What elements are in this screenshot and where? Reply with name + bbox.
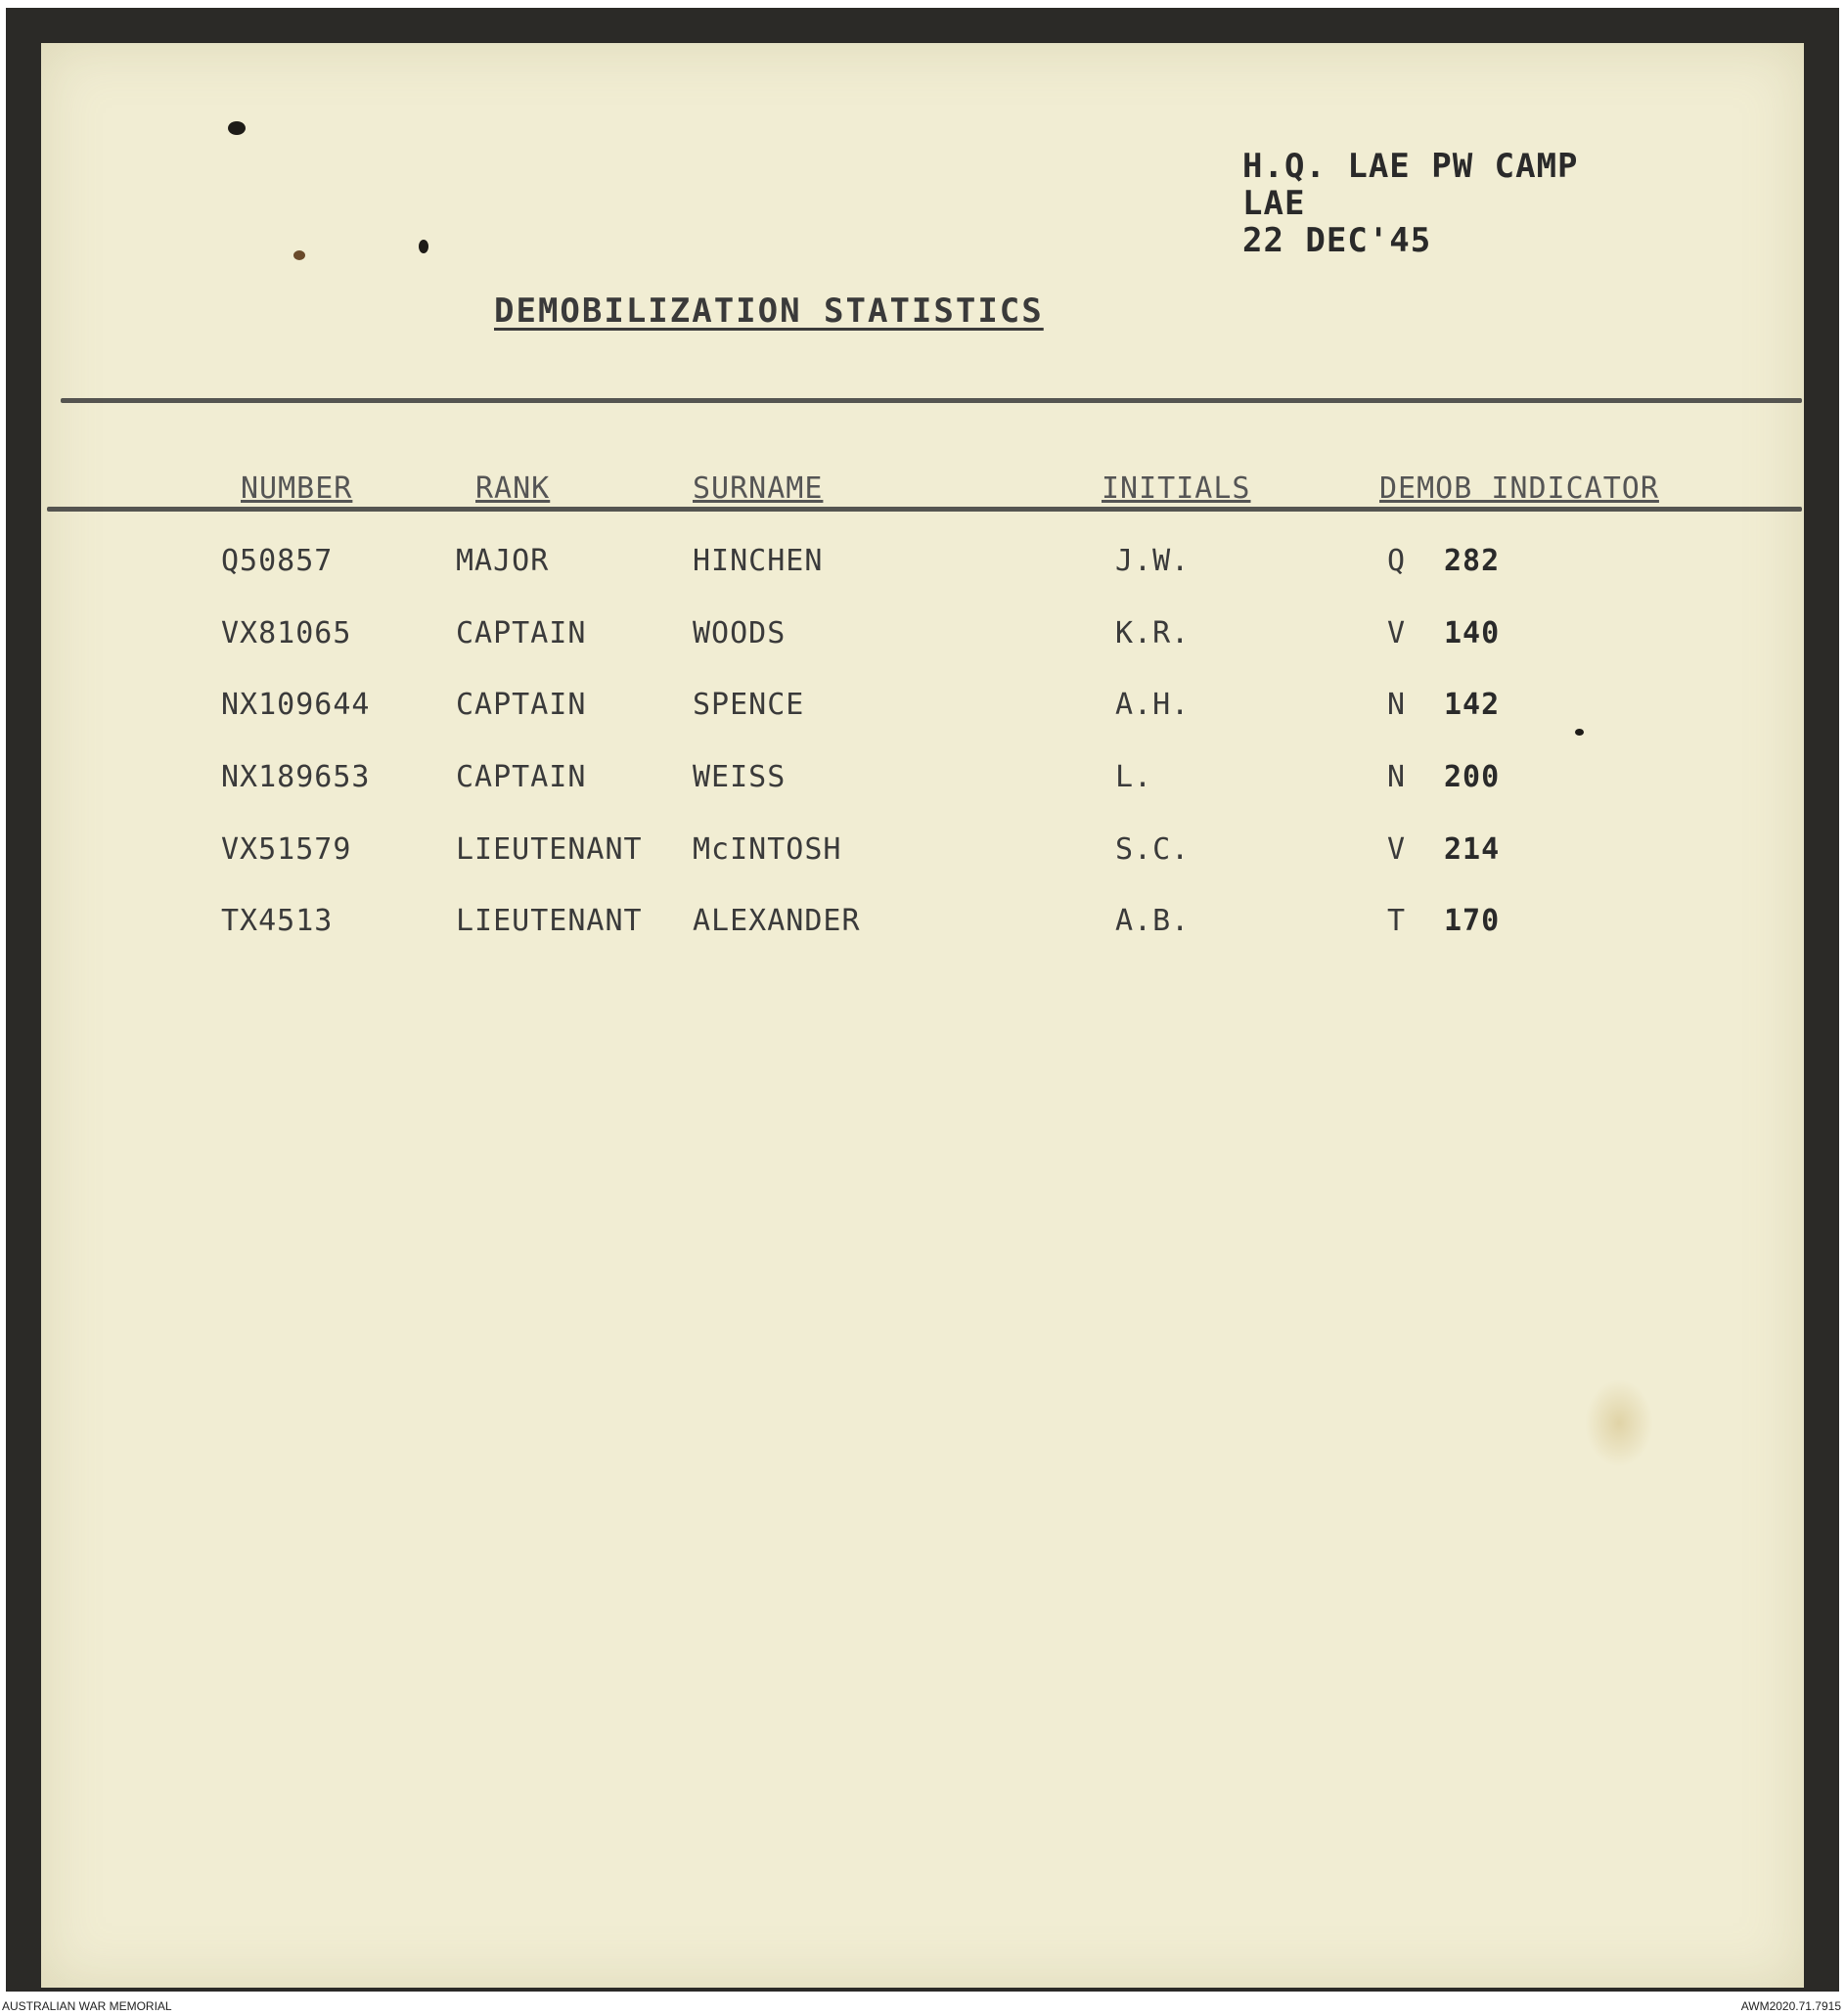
cell-demob-state: N [1387, 688, 1407, 722]
cell-surname: WEISS [693, 760, 787, 794]
column-header-rank: RANK [475, 471, 551, 506]
document-page [41, 43, 1804, 1988]
table-row [0, 688, 1845, 727]
table-row [0, 832, 1845, 872]
cell-initials: K.R. [1115, 616, 1191, 650]
table-row [0, 544, 1845, 583]
cell-demob-score: 200 [1444, 760, 1501, 794]
cell-demob-state: V [1387, 832, 1407, 867]
cell-rank: CAPTAIN [456, 688, 587, 722]
cell-demob-score: 170 [1444, 904, 1501, 938]
cell-surname: WOODS [693, 616, 787, 650]
cell-surname: ALEXANDER [693, 904, 861, 938]
footer-accession-number: AWM2020.71.7915 [1740, 1999, 1841, 2013]
ink-spot [419, 240, 428, 253]
table-row [0, 760, 1845, 799]
cell-number: NX109644 [221, 688, 371, 722]
cell-demob-score: 142 [1444, 688, 1501, 722]
column-header-initials: INITIALS [1102, 471, 1251, 506]
header-unit: H.Q. LAE PW CAMP [1242, 147, 1579, 186]
cell-surname: SPENCE [693, 688, 805, 722]
cell-initials: A.H. [1115, 688, 1191, 722]
cell-number: TX4513 [221, 904, 334, 938]
ink-spot [228, 121, 246, 135]
column-header-demob-indicator: DEMOB INDICATOR [1379, 471, 1659, 506]
cell-rank: LIEUTENANT [456, 832, 643, 867]
cell-demob-state: V [1387, 616, 1407, 650]
cell-number: VX51579 [221, 832, 352, 867]
cell-rank: MAJOR [456, 544, 550, 578]
cell-demob-state: Q [1387, 544, 1407, 578]
cell-number: Q50857 [221, 544, 334, 578]
footer-credit: AUSTRALIAN WAR MEMORIAL [2, 1999, 172, 2013]
cell-demob-state: T [1387, 904, 1407, 938]
cell-surname: McINTOSH [693, 832, 842, 867]
cell-rank: LIEUTENANT [456, 904, 643, 938]
cell-demob-score: 140 [1444, 616, 1501, 650]
divider-header [47, 507, 1802, 512]
header-date: 22 DEC'45 [1242, 221, 1432, 260]
cell-initials: L. [1115, 760, 1153, 794]
cell-rank: CAPTAIN [456, 616, 587, 650]
cell-demob-score: 214 [1444, 832, 1501, 867]
cell-number: VX81065 [221, 616, 352, 650]
header-location: LAE [1242, 184, 1306, 223]
cell-demob-state: N [1387, 760, 1407, 794]
document-title: DEMOBILIZATION STATISTICS [494, 291, 1044, 331]
table-row [0, 904, 1845, 943]
paper-stain [1585, 1379, 1653, 1467]
cell-initials: S.C. [1115, 832, 1191, 867]
divider-top [61, 398, 1802, 403]
cell-rank: CAPTAIN [456, 760, 587, 794]
cell-surname: HINCHEN [693, 544, 824, 578]
ink-spot [293, 250, 305, 260]
cell-demob-score: 282 [1444, 544, 1501, 578]
column-header-surname: SURNAME [693, 471, 824, 506]
column-header-number: NUMBER [241, 471, 353, 506]
table-row [0, 616, 1845, 655]
cell-number: NX189653 [221, 760, 371, 794]
cell-initials: A.B. [1115, 904, 1191, 938]
cell-initials: J.W. [1115, 544, 1191, 578]
ink-spot [1575, 729, 1584, 736]
